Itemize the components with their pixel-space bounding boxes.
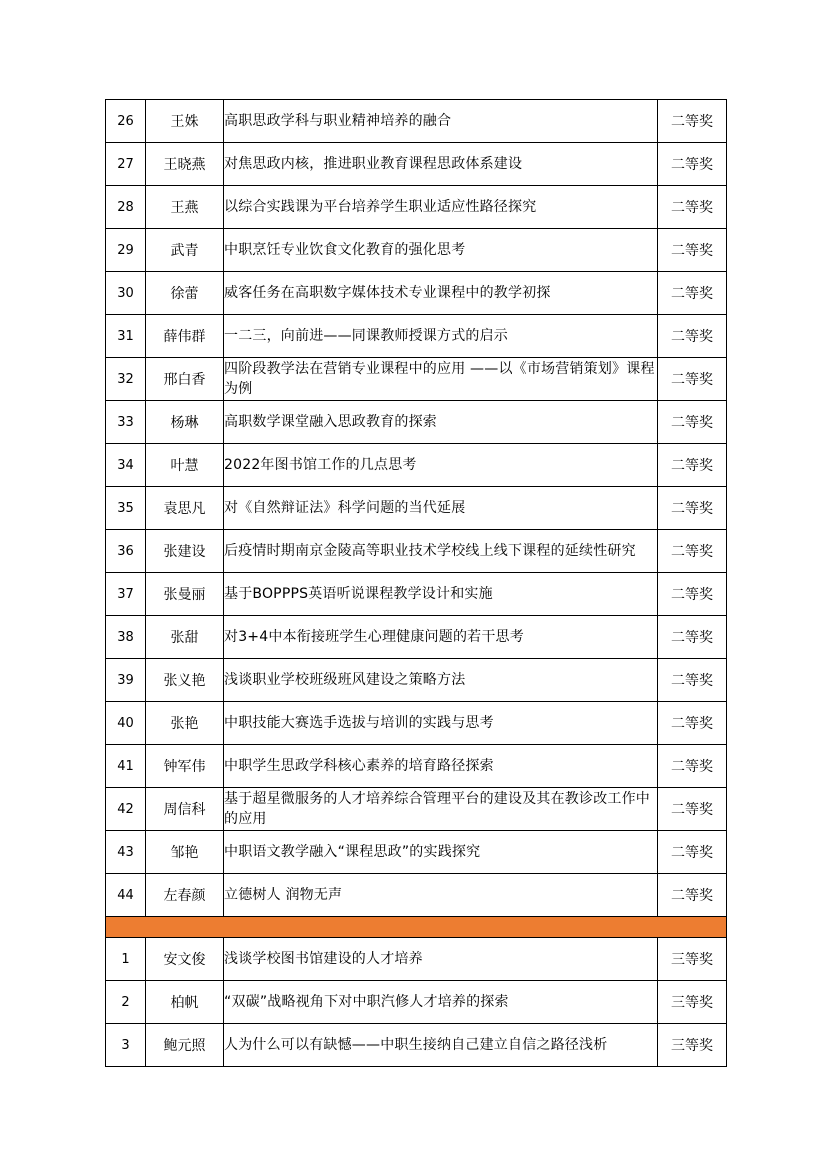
table-row [106,874,727,917]
cell-prize: 二等奖 [658,100,727,143]
table-row [106,659,727,702]
cell-number: 39 [106,659,146,702]
cell-name: 邹艳 [146,831,224,874]
awards-table [105,99,727,1067]
cell-title: 对焦思政内核，推进职业教育课程思政体系建设 [224,143,658,186]
cell-name: 鲍元照 [146,1024,224,1067]
cell-prize: 二等奖 [658,444,727,487]
cell-title: 一二三，向前进——同课教师授课方式的启示 [224,315,658,358]
table-row [106,358,727,401]
cell-number: 33 [106,401,146,444]
cell-title: 以综合实践课为平台培养学生职业适应性路径探究 [224,186,658,229]
cell-title: 人为什么可以有缺憾——中职生接纳自己建立自信之路径浅析 [224,1024,658,1067]
cell-title: 对3+4中本衔接班学生心理健康问题的若干思考 [224,616,658,659]
cell-title: 基于BOPPPS英语听说课程教学设计和实施 [224,573,658,616]
cell-number: 31 [106,315,146,358]
cell-title: 高职数学课堂融入思政教育的探索 [224,401,658,444]
table-row [106,1024,727,1067]
cell-number: 32 [106,358,146,401]
cell-number: 30 [106,272,146,315]
cell-number: 28 [106,186,146,229]
cell-prize: 二等奖 [658,831,727,874]
table-row [106,315,727,358]
cell-name: 王姝 [146,100,224,143]
table-row [106,487,727,530]
cell-name: 左春颜 [146,874,224,917]
cell-prize: 二等奖 [658,745,727,788]
table-row [106,573,727,616]
cell-name: 叶慧 [146,444,224,487]
cell-title: 中职烹饪专业饮食文化教育的强化思考 [224,229,658,272]
cell-name: 张艳 [146,702,224,745]
cell-prize: 二等奖 [658,702,727,745]
cell-prize: 二等奖 [658,530,727,573]
cell-number: 26 [106,100,146,143]
cell-name: 张曼丽 [146,573,224,616]
cell-name: 柏帆 [146,981,224,1024]
table-row [106,186,727,229]
cell-number: 1 [106,938,146,981]
cell-number: 27 [106,143,146,186]
cell-name: 安文俊 [146,938,224,981]
cell-prize: 二等奖 [658,659,727,702]
table-row [106,401,727,444]
table-row [106,981,727,1024]
table-row [106,831,727,874]
table-row [106,272,727,315]
cell-title: 基于超星微服务的人才培养综合管理平台的建设及其在教诊改工作中的应用 [224,788,658,831]
cell-title: 2022年图书馆工作的几点思考 [224,444,658,487]
cell-name: 王燕 [146,186,224,229]
cell-prize: 二等奖 [658,272,727,315]
table-row [106,444,727,487]
cell-prize: 二等奖 [658,487,727,530]
cell-name: 王晓燕 [146,143,224,186]
table-row [106,100,727,143]
cell-title: “双碳”战略视角下对中职汽修人才培养的探索 [224,981,658,1024]
cell-number: 2 [106,981,146,1024]
cell-title: 后疫情时期南京金陵高等职业技术学校线上线下课程的延续性研究 [224,530,658,573]
cell-title: 威客任务在高职数字媒体技术专业课程中的教学初探 [224,272,658,315]
cell-prize: 二等奖 [658,229,727,272]
cell-prize: 二等奖 [658,573,727,616]
cell-number: 43 [106,831,146,874]
cell-name: 张甜 [146,616,224,659]
separator-band [106,917,727,938]
cell-title: 中职技能大赛选手选拔与培训的实践与思考 [224,702,658,745]
cell-title: 中职语文教学融入“课程思政”的实践探究 [224,831,658,874]
cell-name: 袁思凡 [146,487,224,530]
cell-prize: 二等奖 [658,358,727,401]
cell-name: 邢白香 [146,358,224,401]
table-row [106,745,727,788]
cell-number: 34 [106,444,146,487]
cell-title: 对《自然辩证法》科学问题的当代延展 [224,487,658,530]
awards-table-body [106,100,727,1067]
cell-prize: 三等奖 [658,981,727,1024]
section-separator [106,917,727,938]
cell-number: 29 [106,229,146,272]
cell-name: 薛伟群 [146,315,224,358]
cell-title: 高职思政学科与职业精神培养的融合 [224,100,658,143]
cell-title: 浅谈职业学校班级班风建设之策略方法 [224,659,658,702]
cell-number: 37 [106,573,146,616]
cell-title: 中职学生思政学科核心素养的培育路径探索 [224,745,658,788]
cell-name: 张义艳 [146,659,224,702]
cell-number: 38 [106,616,146,659]
table-row [106,702,727,745]
table-row [106,788,727,831]
cell-number: 35 [106,487,146,530]
cell-name: 周信科 [146,788,224,831]
cell-number: 44 [106,874,146,917]
cell-prize: 二等奖 [658,401,727,444]
table-row [106,229,727,272]
table-row [106,616,727,659]
cell-name: 张建设 [146,530,224,573]
cell-title: 四阶段教学法在营销专业课程中的应用 ——以《市场营销策划》课程为例 [224,358,658,401]
cell-prize: 二等奖 [658,315,727,358]
cell-title: 浅谈学校图书馆建设的人才培养 [224,938,658,981]
cell-name: 钟军伟 [146,745,224,788]
cell-prize: 二等奖 [658,616,727,659]
cell-number: 42 [106,788,146,831]
table-row [106,938,727,981]
cell-prize: 二等奖 [658,788,727,831]
cell-prize: 三等奖 [658,1024,727,1067]
cell-prize: 二等奖 [658,186,727,229]
cell-number: 41 [106,745,146,788]
cell-prize: 二等奖 [658,874,727,917]
table-row [106,143,727,186]
cell-name: 徐蕾 [146,272,224,315]
cell-prize: 二等奖 [658,143,727,186]
cell-number: 36 [106,530,146,573]
cell-number: 3 [106,1024,146,1067]
cell-name: 杨琳 [146,401,224,444]
cell-title: 立德树人 润物无声 [224,874,658,917]
cell-prize: 三等奖 [658,938,727,981]
cell-name: 武青 [146,229,224,272]
table-row [106,530,727,573]
cell-number: 40 [106,702,146,745]
